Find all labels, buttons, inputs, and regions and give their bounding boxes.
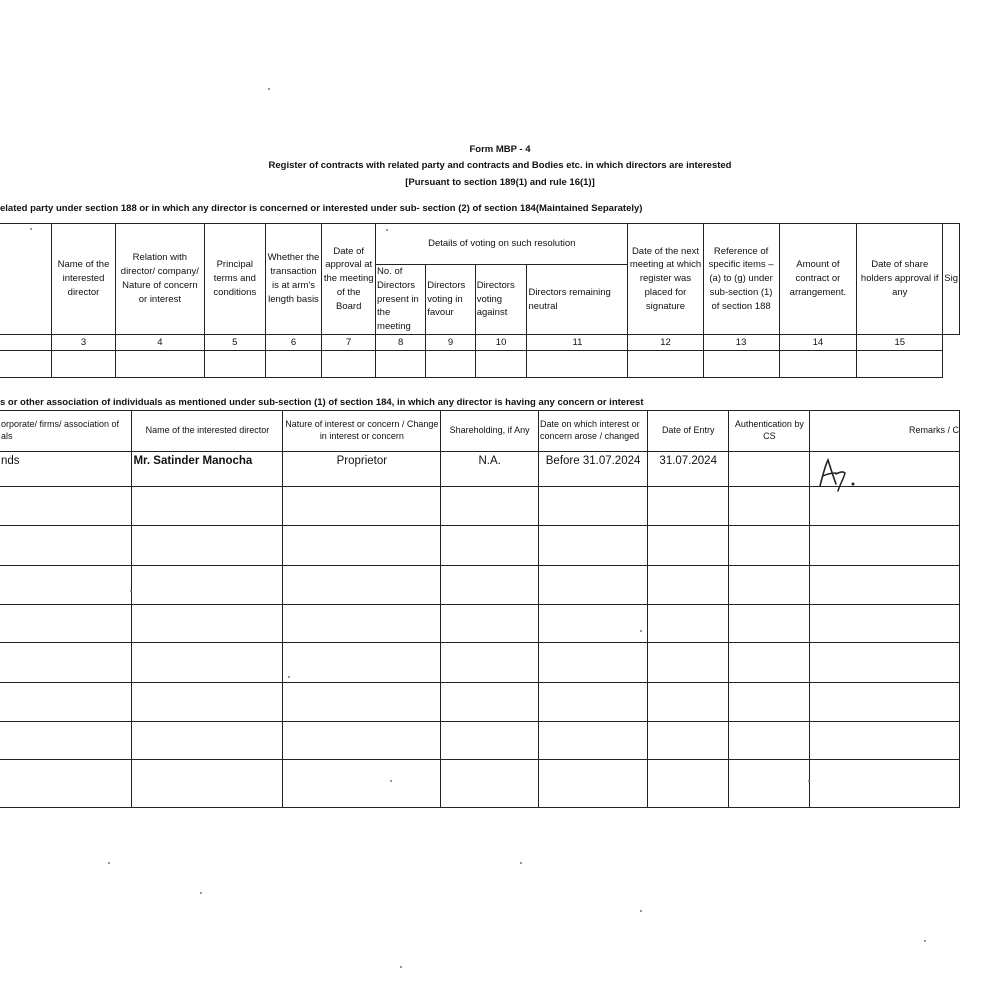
table-row — [0, 643, 960, 683]
column-number-cell: 12 — [628, 335, 703, 351]
table-row — [0, 351, 960, 378]
scan-speck — [808, 780, 810, 782]
cell-nature: Proprietor — [283, 452, 441, 487]
cell-body-name: nds — [0, 452, 132, 487]
column-number-cell: 8 — [376, 335, 426, 351]
column-number-cell: 9 — [426, 335, 475, 351]
scan-speck — [288, 676, 290, 678]
scan-speck — [30, 228, 32, 230]
column-number-row — [0, 335, 960, 351]
header-principal-terms: Principal terms and conditions — [205, 224, 266, 335]
header-shareholder-approval: Date of share holders approval if any — [857, 224, 943, 335]
handwritten-signature — [812, 454, 868, 494]
header-voting-against: Directors voting against — [475, 265, 527, 335]
scan-speck — [130, 590, 132, 592]
scan-speck — [390, 780, 392, 782]
header-amount: Amount of contract or arrangement. — [779, 224, 857, 335]
column-number-cell: 10 — [475, 335, 527, 351]
scan-speck — [520, 862, 522, 864]
header-interested-director: Name of the interested director — [132, 411, 283, 452]
scan-speck — [200, 892, 202, 894]
blank-header-cell — [0, 224, 52, 335]
header-body-corporate: orporate/ firms/ association of als — [0, 411, 132, 452]
header-next-meeting: Date of the next meeting at which register was placed for signature — [628, 224, 703, 335]
header-date-of-entry: Date of Entry — [648, 411, 729, 452]
scan-speck — [108, 862, 110, 864]
scan-speck — [924, 940, 926, 942]
form-title: Form MBP - 4 — [469, 144, 531, 155]
scan-speck — [386, 229, 388, 231]
form-pursuant: [Pursuant to section 189(1) and rule 16(1)] — [405, 177, 595, 188]
cell-date-arose: Before 31.07.2024 — [539, 452, 648, 487]
header-arms-length: Whether the transaction is at arm's length basis — [265, 224, 322, 335]
header-voting-details: Details of voting on such resolution — [376, 224, 628, 265]
header-authentication: Authentication by CS — [729, 411, 810, 452]
column-number-cell: 7 — [322, 335, 376, 351]
column-number-cell: 3 — [52, 335, 115, 351]
scan-speck — [268, 88, 270, 90]
header-row — [0, 411, 960, 452]
header-signature: Sig — [943, 224, 960, 335]
table-row — [0, 566, 960, 605]
header-remarks: Remarks / C — [810, 411, 960, 452]
scan-speck — [640, 630, 642, 632]
section1-title: elated party under section 188 or in which any director is concerned or interested under sub- section (2) of section 184(Maintained Separately) — [0, 203, 643, 214]
table-row — [0, 722, 960, 760]
cell-date-entry: 31.07.2024 — [648, 452, 729, 487]
cell-authentication — [729, 452, 810, 487]
cell-director-name: Mr. Satinder Manocha — [132, 452, 283, 487]
table-row — [0, 683, 960, 722]
related-party-table — [0, 223, 960, 378]
column-number-cell: 11 — [527, 335, 628, 351]
column-number-cell: 15 — [857, 335, 943, 351]
scan-speck — [640, 910, 642, 912]
header-relation: Relation with director/ company/ Nature of concern or interest — [115, 224, 204, 335]
column-number-cell — [0, 335, 52, 351]
header-name-of-director: Name of the interested director — [52, 224, 115, 335]
table-row — [0, 526, 960, 566]
header-reference: Reference of specific items – (a) to (g) under sub-section (1) of section 188 — [703, 224, 779, 335]
column-number-cell: 5 — [205, 335, 266, 351]
scan-speck — [400, 966, 402, 968]
column-number-cell: 13 — [703, 335, 779, 351]
header-date-of-approval: Date of approval at the meeting of the Board — [322, 224, 376, 335]
table-row — [0, 605, 960, 643]
header-voting-neutral: Directors remaining neutral — [527, 265, 628, 335]
header-voting-present: No. of Directors present in the meeting — [376, 265, 426, 335]
column-number-cell: 14 — [779, 335, 857, 351]
cell-shareholding: N.A. — [441, 452, 539, 487]
column-number-cell: 6 — [265, 335, 322, 351]
section2-title: s or other association of individuals as mentioned under sub-section (1) of section 184, in which any director is having any concern or interest — [0, 397, 644, 408]
header-shareholding: Shareholding, if Any — [441, 411, 539, 452]
header-date-interest-arose: Date on which interest or concern arose / changed — [539, 411, 648, 452]
form-subtitle: Register of contracts with related party and contracts and Bodies etc. in which directors are interested — [268, 160, 732, 171]
column-number-cell: 4 — [115, 335, 204, 351]
header-nature-of-interest: Nature of interest or concern / Change in interest or concern — [283, 411, 441, 452]
table-row — [0, 760, 960, 808]
header-voting-favour: Directors voting in favour — [426, 265, 475, 335]
